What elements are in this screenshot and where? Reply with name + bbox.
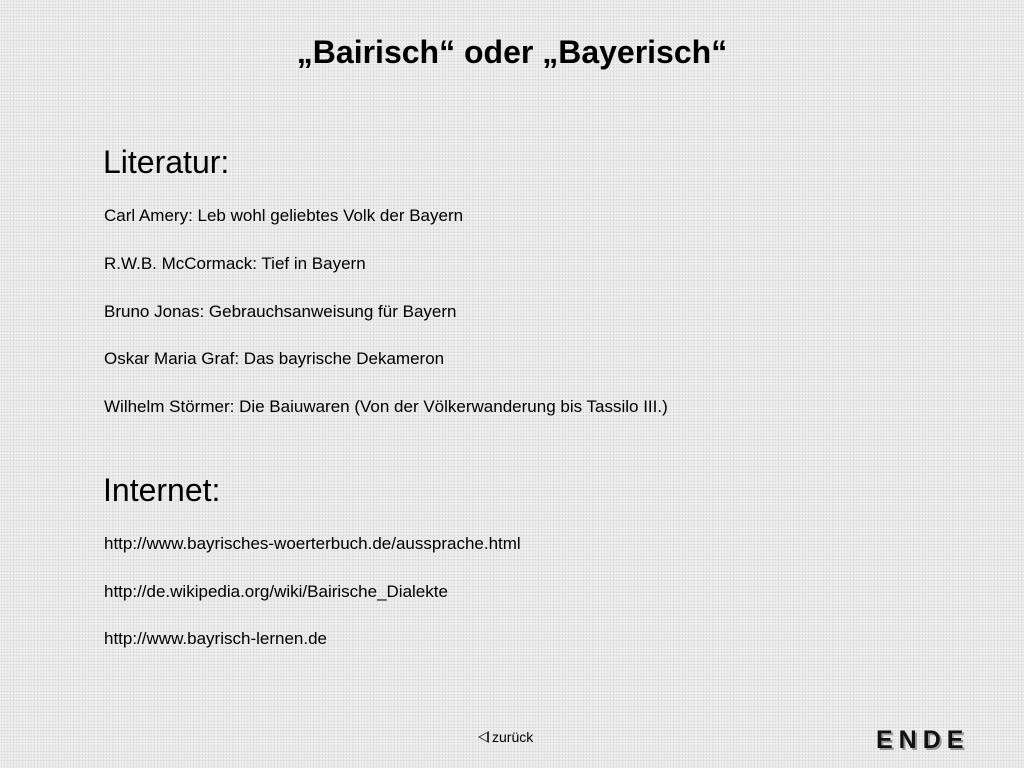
literature-item: Wilhelm Störmer: Die Baiuwaren (Von der Völkerwanderung bis Tassilo III.)	[104, 397, 668, 416]
back-button-label: zurück	[492, 729, 534, 745]
internet-heading: Internet:	[103, 472, 221, 508]
internet-link[interactable]: http://de.wikipedia.org/wiki/Bairische_Dialekte	[104, 582, 448, 601]
literature-item: Oskar Maria Graf: Das bayrische Dekameron	[104, 349, 445, 368]
literature-item: R.W.B. McCormack: Tief in Bayern	[104, 254, 366, 273]
internet-link[interactable]: http://www.bayrisch-lernen.de	[104, 629, 327, 648]
literatur-heading: Literatur:	[103, 144, 230, 180]
back-button[interactable]	[478, 729, 533, 745]
end-button[interactable]: ENDE	[876, 726, 970, 754]
slide-title: „Bairisch“ oder „Bayerisch“	[296, 34, 728, 70]
triangle-left-outline-icon	[478, 731, 489, 743]
internet-link[interactable]: http://www.bayrisches-woerterbuch.de/aussprache.html	[104, 534, 521, 553]
literature-item: Carl Amery: Leb wohl geliebtes Volk der Bayern	[104, 206, 464, 225]
literature-item: Bruno Jonas: Gebrauchsanweisung für Bayern	[104, 302, 457, 321]
